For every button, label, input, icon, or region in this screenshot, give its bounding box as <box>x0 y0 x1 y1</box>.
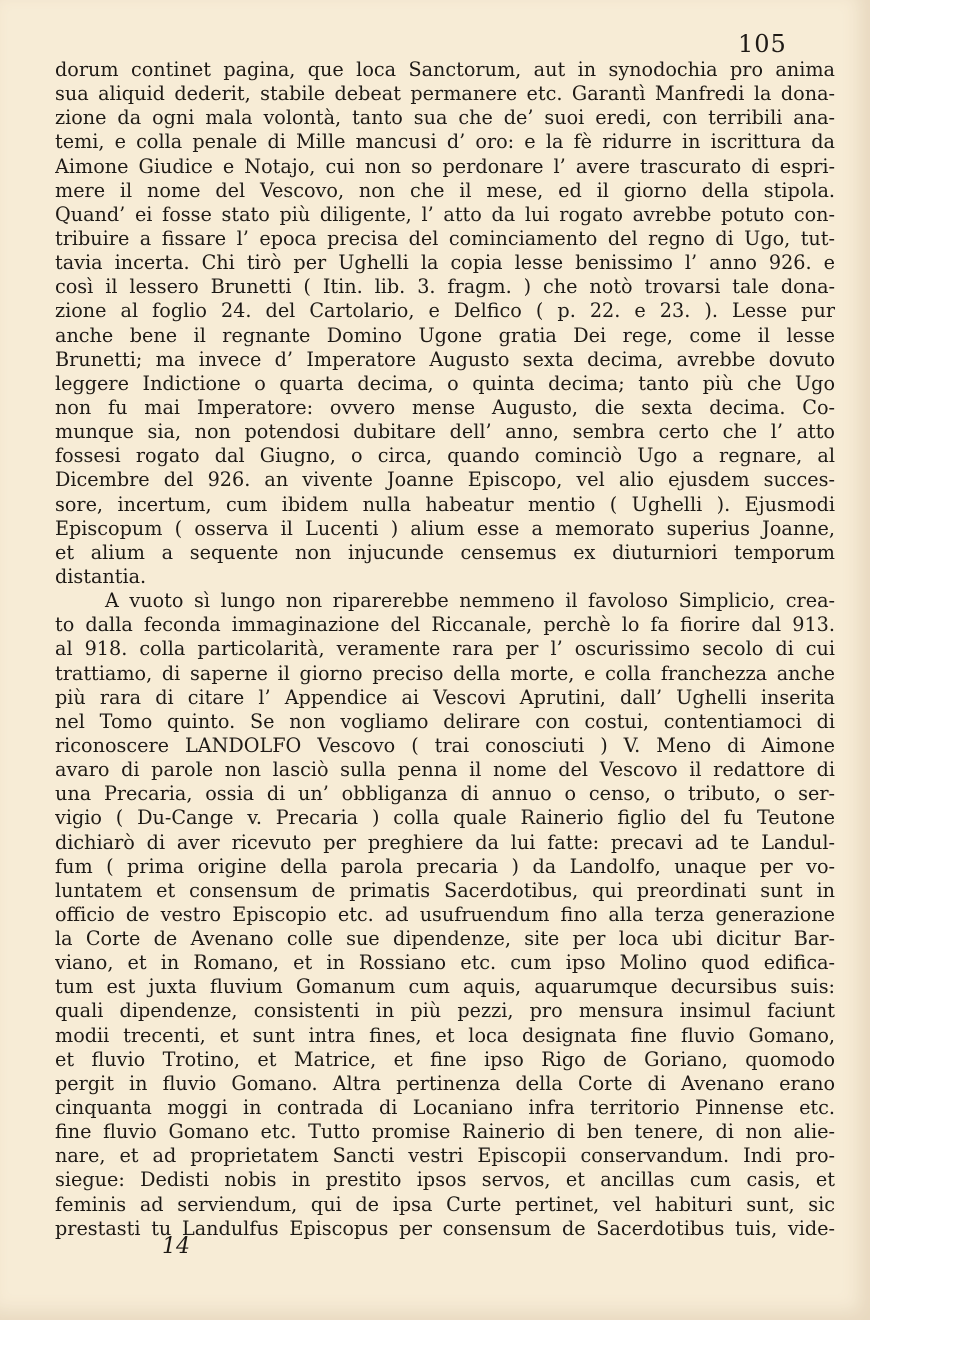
text-line: più rara di citare l’ Appendice ai Vescovi Aprutini, dall’ Ughelli inserita <box>55 685 835 709</box>
text-line: fossesi rogato dal Giugno, o circa, quando cominciò Ugo a regnare, al <box>55 444 835 468</box>
text-line: tavia incerta. Chi tirò per Ughelli la copia lesse benissimo l’ anno 926. e <box>55 251 835 275</box>
text-line: officio de vestro Episcopio etc. ad usufruendum fino alla terza generazione <box>55 902 835 926</box>
text-line: nare, et ad proprietatem Sancti vestri Episcopii conservandum. Indi pro- <box>55 1144 835 1168</box>
text-line: zione al foglio 24. del Cartolario, e Delfico ( p. 22. e 23. ). Lesse pur <box>55 299 835 323</box>
text-line: prestasti tu Landulfus Episcopus per consensum de Sacerdotibus tuis, vide- <box>55 1216 835 1240</box>
body-text <box>55 58 835 1241</box>
text-line: pergit in fluvio Gomano. Altra pertinenza della Corte di Avenano erano <box>55 1071 835 1095</box>
text-line: riconoscere LANDOLFO Vescovo ( trai conosciuti ) V. Meno di Aimone <box>55 733 835 757</box>
text-line: zione da ogni mala volontà, tanto sua che de’ suoi eredi, con terribili ana- <box>55 106 835 130</box>
text-line: munque sia, non potendosi dubitare dell’ anno, sembra certo che l’ atto <box>55 420 835 444</box>
text-line: mere il nome del Vescovo, non che il mese, ed il giorno della stipola. <box>55 178 835 202</box>
page-number: 105 <box>738 30 787 58</box>
text-line: fum ( prima origine della parola precaria ) da Landolfo, unaque per vo- <box>55 854 835 878</box>
text-line: leggere Indictione o quarta decima, o quinta decima; tanto più che Ugo <box>55 371 835 395</box>
text-line: distantia. <box>55 564 147 588</box>
text-line: luntatem et consensum de primatis Sacerdotibus, qui preordinati sunt in <box>55 878 835 902</box>
text-line: fine fluvio Gomano etc. Tutto promise Rainerio di ben tenere, di non alie- <box>55 1120 835 1144</box>
text-line: trattiamo, di saperne il giorno preciso della morte, e colla franchezza anche <box>55 661 835 685</box>
text-line: non fu mai Imperatore: ovvero mense Augusto, die sexta decima. Co- <box>55 395 835 419</box>
text-line: Dicembre del 926. an vivente Joanne Episcopo, vel alio ejusdem succes- <box>55 468 835 492</box>
text-line: cinquanta moggi in contrada di Locaniano infra territorio Pinnense etc. <box>55 1096 835 1120</box>
text-line: così il lessero Brunetti ( Itin. lib. 3. fragm. ) che notò trovarsi tale dona- <box>55 275 835 299</box>
text-line: et alium a sequente non injucunde censemus ex diuturniori temporum <box>55 540 835 564</box>
text-line: una Precaria, ossia di un’ obbliganza di annuo o censo, o tributo, o ser- <box>55 782 835 806</box>
text-line: quali dipendenze, consistenti in più pezzi, pro mensura insimul faciunt <box>55 999 835 1023</box>
text-line: viano, et in Romano, et in Rossiano etc. cum ipso Molino quod edifica- <box>55 951 835 975</box>
text-line: to dalla feconda immaginazione del Riccanale, perchè lo fa fiorire dal 913. <box>55 613 835 637</box>
text-line: Brunetti; ma invece d’ Imperatore Augusto sexta decima, avrebbe dovuto <box>55 347 835 371</box>
text-line: sua aliquid dederit, stabile debeat permanere etc. Garantì Manfredi la dona- <box>55 82 835 106</box>
text-line: avaro di parole non lasciò sulla penna il nome del Vescovo il redattore di <box>55 758 835 782</box>
text-line: et fluvio Trotino, et Matrice, et fine ipso Rigo de Goriano, quomodo <box>55 1047 835 1071</box>
text-line: modii trecenti, et sunt intra fines, et loca designata fine fluvio Gomano, <box>55 1023 835 1047</box>
text-line: tum est juxta fluvium Gomanum cum aquis, aquarumque decursibus suis: <box>55 975 835 999</box>
text-line: dichiarò di aver ricevuto per preghiere da lui fatte: precavi ad te Landul- <box>55 830 835 854</box>
text-line: al 918. colla particolarità, veramente rara per l’ oscurissimo secolo di cui <box>55 637 835 661</box>
text-line: anche bene il regnante Domino Ugone gratia Dei rege, come il lesse <box>55 323 835 347</box>
text-line: feminis ad serviendum, qui de ipsa Curte pertinet, vel habituri sunt, sic <box>55 1192 835 1216</box>
text-line: Aimone Giudice e Notajo, cui non so perdonare l’ avere trascurato di espri- <box>55 154 835 178</box>
text-line: Quand’ ei fosse stato più diligente, l’ atto da lui rogato avrebbe potuto con- <box>55 202 835 226</box>
text-line: A vuoto sì lungo non riparerebbe nemmeno il favoloso Simplicio, crea- <box>105 589 835 613</box>
text-line: vigio ( Du-Cange v. Precaria ) colla quale Rainerio figlio del fu Teutone <box>55 806 835 830</box>
signature-mark: 14 <box>162 1234 190 1259</box>
text-line: dorum continet pagina, que loca Sanctorum, aut in synodochia pro anima <box>55 58 835 81</box>
text-line: tribuire a fissare l’ epoca precisa del cominciamento del regno di Ugo, tut- <box>55 226 835 250</box>
text-line: la Corte de Avenano colle sue dipendenze, site per loca ubi dicitur Bar- <box>55 927 835 951</box>
text-line: nel Tomo quinto. Se non vogliamo delirare con costui, contentiamoci di <box>55 709 835 733</box>
text-line: siegue: Dedisti nobis in prestito ipsos servos, et ancillas cum casis, et <box>55 1168 835 1192</box>
text-line: temi, e colla penale di Mille mancusi d’ oro: e la fè ridurre in iscrittura da <box>55 130 835 154</box>
text-line: sore, incertum, cum ibidem nulla habeatur mentio ( Ughelli ). Ejusmodi <box>55 492 835 516</box>
text-line: Episcopum ( osserva il Lucenti ) alium esse a memorato superius Joanne, <box>55 516 835 540</box>
